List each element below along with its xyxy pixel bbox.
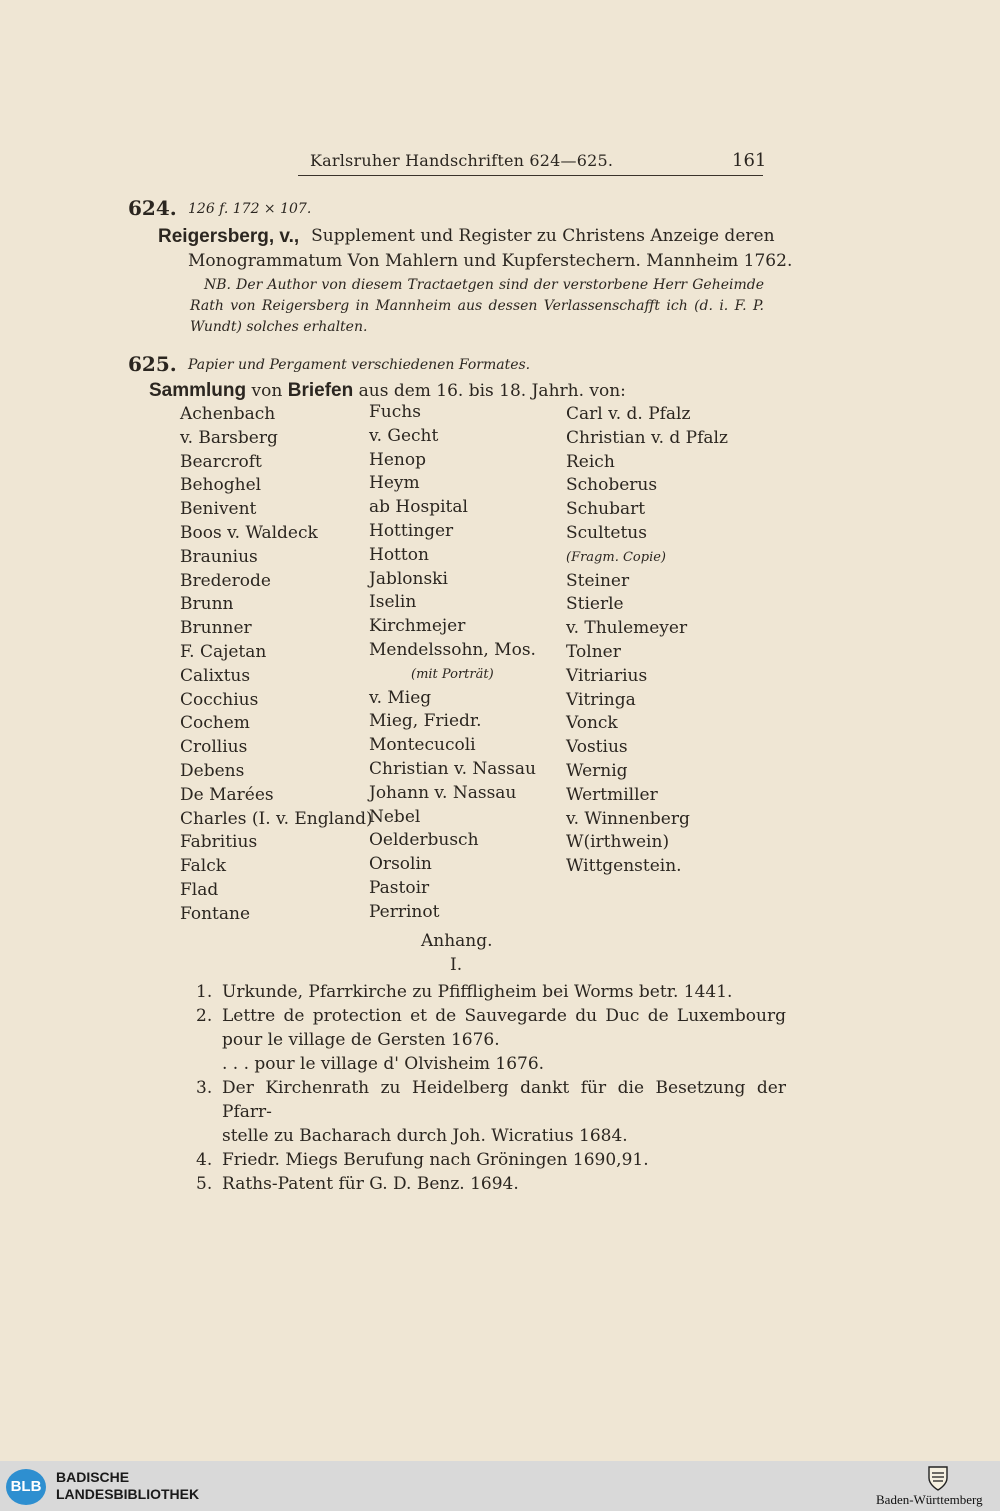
coat-of-arms-icon	[926, 1464, 950, 1492]
item-number: 2.	[196, 1006, 213, 1026]
entry-624-title	[158, 224, 793, 274]
list-item: Fabritius	[180, 832, 258, 853]
entry-624-note	[190, 275, 764, 338]
list-item: Wertmiller	[566, 784, 658, 805]
list-item: Cocchius	[180, 689, 259, 710]
list-item: Schubart	[566, 499, 646, 520]
list-item: W(irthwein)	[566, 832, 670, 853]
item-number: 3.	[196, 1078, 213, 1098]
list-item: Vitringa	[566, 689, 636, 710]
item-number	[196, 1052, 222, 1076]
list-item: Reich	[566, 451, 615, 472]
anhang-item-5	[196, 1172, 786, 1196]
list-item: Heym	[369, 473, 420, 494]
list-item: Braunius	[180, 546, 258, 567]
item-text: Der Kirchenrath zu Heidelberg dankt für die Besetzung der Pfarr-	[222, 1078, 786, 1122]
list-item: Bearcroft	[180, 451, 262, 472]
list-item: Flad	[180, 879, 219, 900]
list-item: Steiner	[566, 570, 630, 591]
list-item: Vonck	[566, 713, 618, 734]
item-text: . . . pour le village d' Olvisheim 1676.	[222, 1054, 545, 1074]
list-item: v. Gecht	[369, 425, 439, 446]
list-item: Orsolin	[369, 854, 432, 875]
list-item: Brunner	[180, 618, 252, 639]
list-item: Wittgenstein.	[566, 856, 682, 877]
note-line1: NB. Der Author von diesem Tractaetgen sind der verstorbene Herr Geheimde	[204, 277, 764, 293]
anhang-title: Anhang.	[421, 931, 493, 951]
names-column-1	[180, 403, 373, 927]
entry-624-title-line1: Supplement und Register zu Christens Anzeige deren	[311, 226, 775, 246]
list-item: Christian v. Nassau	[369, 758, 536, 779]
heading-von: von	[251, 381, 283, 401]
library-name-line1: BADISCHE	[56, 1469, 130, 1485]
list-item: v. Thulemeyer	[566, 618, 688, 639]
note-line2: Rath von Reigersberg in Mannheim aus dessen Verlassenschafft ich (d. i. F. P.	[190, 298, 764, 314]
entry-624-title-line2: Monogrammatum Von Mahlern und Kupferstechern. Mannheim 1762.	[188, 251, 793, 271]
list-item: Oelderbusch	[369, 830, 479, 851]
entry-625-meta: Papier und Pergament verschiedenen Formates.	[188, 357, 531, 373]
state-name: Baden-Württemberg	[876, 1492, 983, 1507]
library-name-line2: LANDESBIBLIOTHEK	[56, 1486, 200, 1502]
list-item: Mendelssohn, Mos.	[369, 639, 536, 660]
list-item: De Marées	[180, 784, 274, 805]
heading-sammlung: Sammlung	[149, 380, 247, 401]
list-item: Crollius	[180, 737, 248, 758]
list-item: Cochem	[180, 713, 250, 734]
entry-624-meta: 126 f. 172 × 107.	[188, 201, 312, 217]
anhang-section: I.	[450, 955, 463, 975]
entry-624-number: 624.	[128, 196, 177, 220]
item-text-continued: pour le village de Gersten 1676.	[222, 1030, 500, 1050]
list-item: Hottinger	[369, 520, 454, 541]
footer-bar	[0, 1461, 1000, 1511]
list-item: Montecucoli	[369, 735, 476, 756]
item-text: Lettre de protection et de Sauvegarde du Duc de Luxembourg	[222, 1006, 786, 1026]
note-line3: Wundt) solches erhalten.	[190, 319, 368, 335]
list-item: Stierle	[566, 594, 624, 615]
list-item: Boos v. Waldeck	[180, 522, 318, 543]
item-text: Raths-Patent für G. D. Benz. 1694.	[222, 1174, 519, 1194]
list-item: Hotton	[369, 544, 429, 565]
list-item: Fontane	[180, 903, 251, 924]
list-item: Christian v. d Pfalz	[566, 427, 728, 448]
entry-624-author: Reigersberg, v.,	[158, 226, 300, 247]
list-item: v. Winnenberg	[566, 808, 690, 829]
list-item: Debens	[180, 760, 245, 781]
header-rule	[298, 175, 763, 176]
running-title: Karlsruher Handschriften 624—625.	[310, 151, 614, 170]
list-item: Achenbach	[180, 404, 276, 424]
list-item: Wernig	[566, 760, 628, 781]
anhang-item-4	[196, 1148, 786, 1172]
item-text: Friedr. Miegs Berufung nach Gröningen 1690,91.	[222, 1150, 649, 1170]
list-item: Fuchs	[369, 402, 421, 422]
anhang-item-3	[196, 1076, 786, 1124]
list-item: Pastoir	[369, 877, 430, 898]
entry-625-number: 625.	[128, 352, 177, 376]
anhang-item-1	[196, 980, 786, 1004]
anhang-list	[196, 980, 786, 1196]
list-item: Carl v. d. Pfalz	[566, 404, 691, 424]
item-number: 4.	[196, 1150, 213, 1170]
list-item: Perrinot	[369, 901, 440, 922]
list-item-annotation: (mit Porträt)	[411, 666, 494, 682]
blb-logo[interactable]: BLB	[6, 1469, 46, 1505]
list-item: Kirchmejer	[369, 616, 466, 637]
list-item: Brederode	[180, 570, 271, 591]
item-text: Urkunde, Pfarrkirche zu Pfiffligheim bei Worms betr. 1441.	[222, 982, 733, 1002]
list-item: Jablonski	[369, 568, 448, 589]
list-item: Henop	[369, 449, 426, 470]
list-item: Behoghel	[180, 475, 262, 496]
list-item: Mieg, Friedr.	[369, 711, 482, 732]
list-item: Vostius	[566, 737, 628, 758]
item-number: 1.	[196, 982, 213, 1002]
list-item: Schoberus	[566, 475, 658, 496]
list-item: v. Mieg	[369, 687, 432, 708]
anhang-item-2	[196, 1004, 786, 1028]
item-text-continued: stelle zu Bacharach durch Joh. Wicratius 1684.	[222, 1126, 628, 1146]
list-item: Iselin	[369, 592, 417, 613]
heading-rest: aus dem 16. bis 18. Jahrh. von:	[358, 381, 626, 401]
list-item: Scultetus	[566, 522, 647, 543]
list-item-annotation: (Fragm. Copie)	[566, 549, 666, 565]
list-item: Johann v. Nassau	[369, 782, 517, 803]
list-item: Calixtus	[180, 665, 251, 686]
names-column-2	[369, 401, 536, 925]
page-number: 161	[732, 150, 767, 171]
list-item: Falck	[180, 856, 227, 877]
list-item: v. Barsberg	[180, 427, 278, 448]
list-item: F. Cajetan	[180, 641, 267, 662]
item-number: 5.	[196, 1174, 213, 1194]
library-name	[56, 1469, 199, 1503]
list-item: Vitriarius	[566, 665, 648, 686]
list-item: ab Hospital	[369, 497, 468, 518]
list-item: Charles (I. v. England)	[180, 808, 373, 829]
list-item: Tolner	[566, 641, 621, 662]
list-item: Brunn	[180, 594, 234, 615]
list-item: Nebel	[369, 806, 421, 827]
names-column-3	[566, 403, 728, 879]
list-item: Benivent	[180, 499, 257, 520]
heading-briefen: Briefen	[287, 380, 354, 401]
anhang-item-2b	[196, 1052, 786, 1076]
